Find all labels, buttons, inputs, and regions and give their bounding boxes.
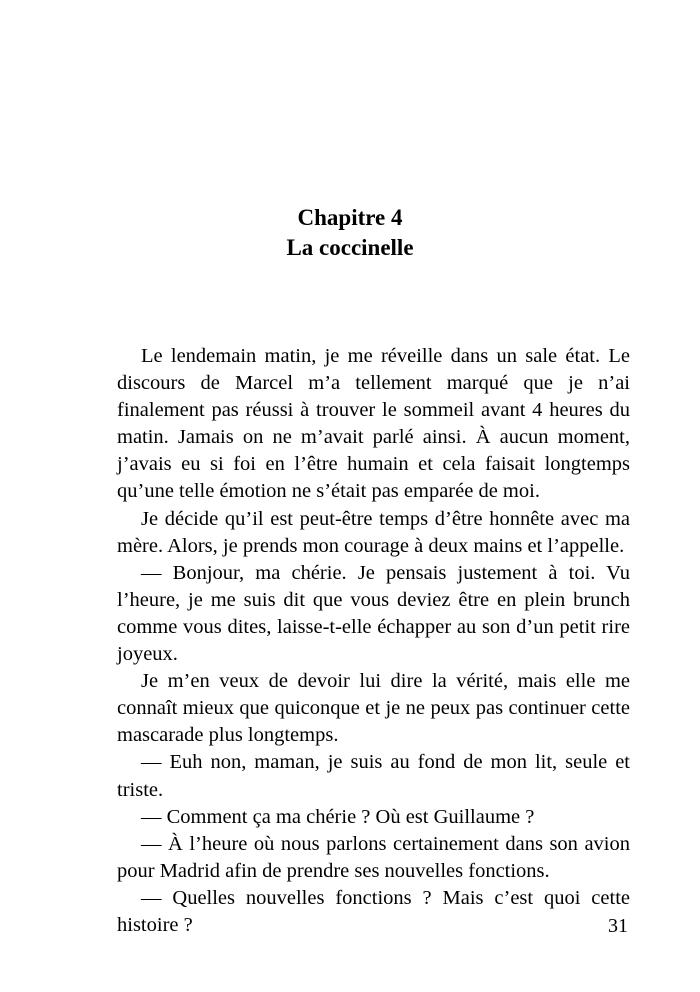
dialogue-line: — À l’heure où nous parlons certainement dans son avion pour Madrid afin de prendre ses nouvelles fonctions.: [117, 832, 630, 882]
chapter-heading: [0, 203, 700, 263]
paragraph: Je décide qu’il est peut-être temps d’être honnête avec ma mère. Alors, je prends mon courage à deux mains et l’appelle.: [117, 507, 630, 557]
page-number: 31: [608, 915, 628, 937]
paragraph: Le lendemain matin, je me réveille dans un sale état. Le discours de Marcel m’a tellement marqué que je n’ai finalement pas réussi à trouver le sommeil avant 4 heures du matin. Jamais on ne m’avait parlé ainsi. À aucun moment, j’avais eu si foi en l’être humain et cela faisait longtemps qu’une telle émotion ne s’était pas emparée de moi.: [117, 345, 630, 503]
chapter-body: [117, 343, 630, 939]
chapter-title: La coccinelle: [286, 235, 414, 260]
paragraph: Je m’en veux de devoir lui dire la vérité, mais elle me connaît mieux que quiconque et je ne peux pas continuer cette mascarade plus longtemps.: [117, 670, 630, 747]
dialogue-line: — Euh non, maman, je suis au fond de mon lit, seule et triste.: [117, 751, 630, 801]
dialogue-line: — Quelles nouvelles fonctions ? Mais c’est quoi cette histoire ?: [117, 886, 630, 936]
chapter-number: Chapitre 4: [297, 205, 403, 230]
dialogue-line: — Comment ça ma chérie ? Où est Guillaume ?: [141, 805, 535, 828]
dialogue-line: — Bonjour, ma chérie. Je pensais justement à toi. Vu l’heure, je me suis dit que vous deviez être en plein brunch comme vous dites, laisse-t-elle échapper au son d’un petit rire joyeux.: [117, 561, 630, 666]
